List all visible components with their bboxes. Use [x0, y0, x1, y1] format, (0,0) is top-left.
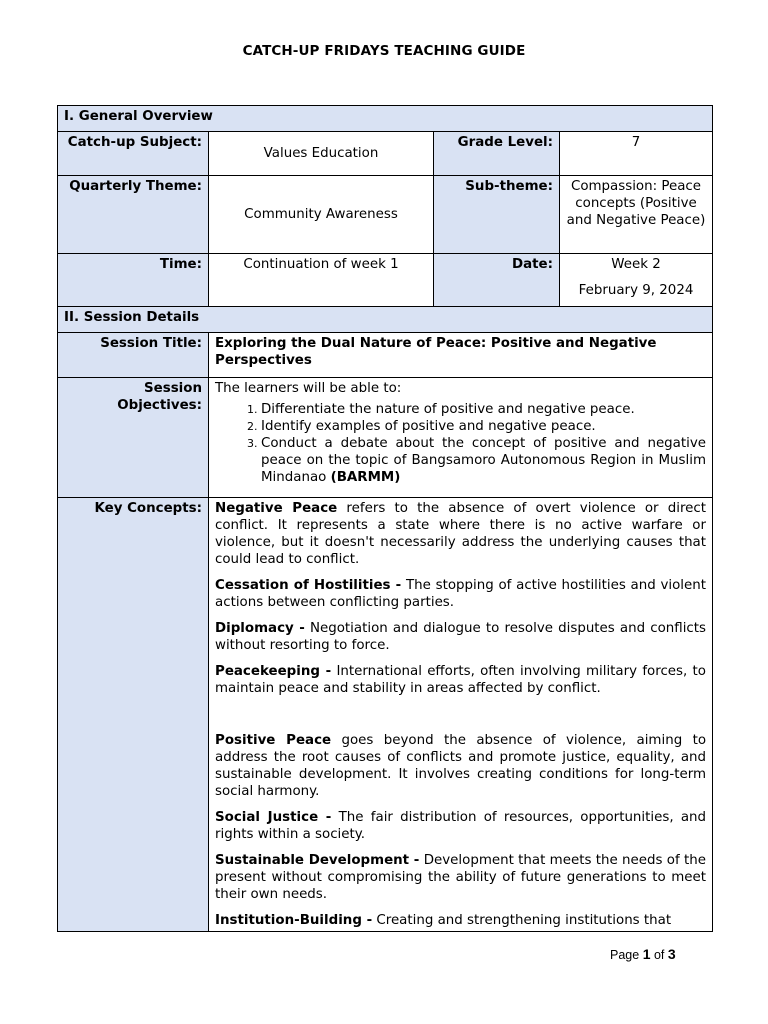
objectives-intro: The learners will be able to:: [215, 381, 402, 396]
session-objectives-cell: [209, 378, 713, 498]
concept-institution-building: Institution-Building - Creating and strengthening institutions that: [215, 913, 672, 928]
general-overview-heading: I. General Overview: [58, 106, 713, 132]
teaching-guide-table: [57, 105, 713, 932]
key-concepts-cell: [209, 498, 713, 932]
objectives-list: [215, 401, 706, 486]
session-title-label: Session Title:: [58, 333, 209, 378]
page-number: Page 1 of 3: [610, 946, 676, 962]
concept-positive-peace: Positive Peace goes beyond the absence of violence, aiming to address the root causes of conflicts and promote justice, equality, and sustainable development. It involves creating conditions for long-term social harmony.: [215, 733, 707, 799]
quarterly-theme-value: Community Awareness: [209, 176, 434, 254]
concept-negative-peace: Negative Peace refers to the absence of overt violence or direct conflict. It represents a state where there is no active warfare or violence, but it doesn't necessarily address the underlying causes that could lead to conflict.: [215, 501, 707, 567]
objective-item: 3. Conduct a debate about the concept of positive and negative peace on the topic of Bangsamoro Autonomous Region in Muslim Mindanao (BARMM): [261, 435, 706, 486]
concept-cessation-of-hostilities: Cessation of Hostilities - The stopping of active hostilities and violent actions between conflicting parties.: [215, 578, 707, 610]
concept-diplomacy: Diplomacy - Negotiation and dialogue to resolve disputes and conflicts without resorting to force.: [215, 621, 707, 653]
sub-theme-value: Compassion: Peace concepts (Positive and Negative Peace): [560, 176, 713, 254]
sub-theme-label: Sub-theme:: [434, 176, 560, 254]
concept-peacekeeping: Peacekeeping - International efforts, often involving military forces, to maintain peace and stability in areas affected by conflict.: [215, 664, 706, 696]
date-value: [560, 254, 713, 307]
subject-label: Catch-up Subject:: [58, 132, 209, 176]
time-label: Time:: [58, 254, 209, 307]
time-value: Continuation of week 1: [209, 254, 434, 307]
session-title-value: Exploring the Dual Nature of Peace: Positive and Negative Perspectives: [209, 333, 713, 378]
date-label: Date:: [434, 254, 560, 307]
date-week: Week 2: [611, 257, 661, 272]
session-details-heading: II. Session Details: [58, 307, 713, 333]
objective-item: 1. Differentiate the nature of positive and negative peace.: [261, 401, 706, 418]
quarterly-theme-label: Quarterly Theme:: [58, 176, 209, 254]
concept-social-justice: Social Justice - The fair distribution of resources, opportunities, and rights within a society.: [215, 810, 707, 842]
document-title: CATCH-UP FRIDAYS TEACHING GUIDE: [242, 43, 526, 59]
objective-item: 2. Identify examples of positive and negative peace.: [261, 418, 706, 435]
date-calendar: February 9, 2024: [578, 283, 694, 298]
session-objectives-label: Session Objectives:: [58, 378, 209, 498]
grade-level-label: Grade Level:: [434, 132, 560, 176]
grade-level-value: 7: [560, 132, 713, 176]
concept-sustainable-development: Sustainable Development - Development that meets the needs of the present without compromising the ability of future generations to meet their own needs.: [215, 853, 707, 902]
subject-value: Values Education: [209, 132, 434, 176]
key-concepts-label: Key Concepts:: [58, 498, 209, 932]
